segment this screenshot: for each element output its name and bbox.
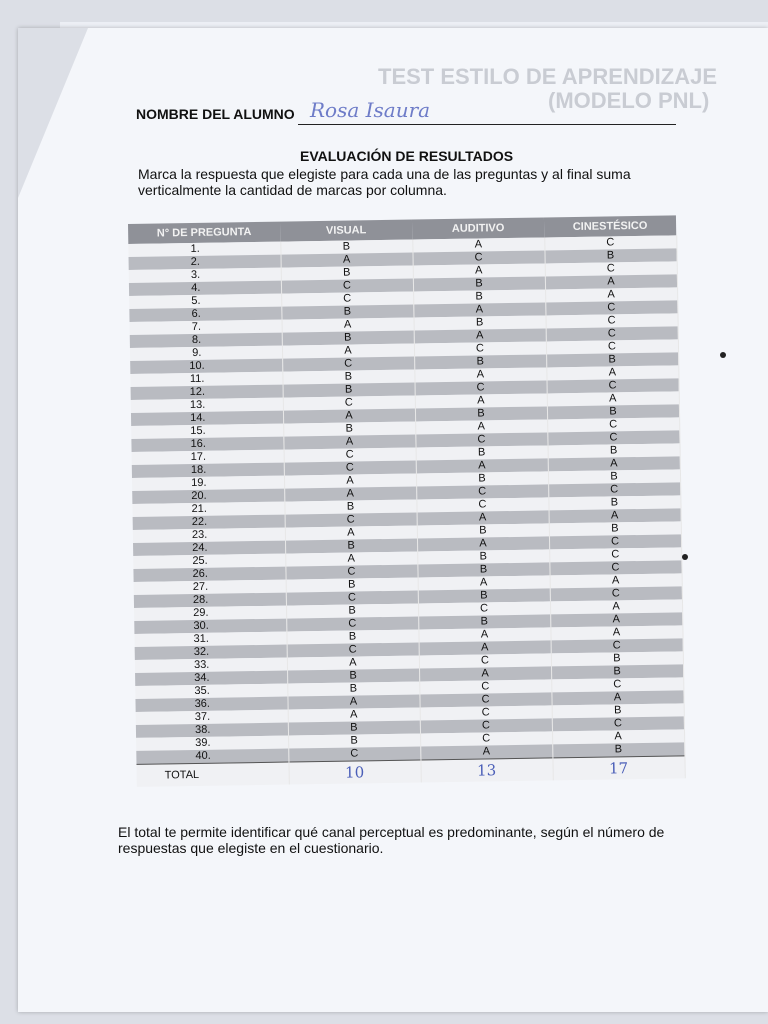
ghost-title-line-2: (MODELO PNL) xyxy=(548,88,710,113)
cinestesico-answer-cell: C xyxy=(549,534,681,549)
auditivo-answer-cell: C xyxy=(414,341,546,356)
footer-note: El total te permite identificar qué canal perceptual es predominante, según el número de respuestas que elegiste en el cuestionario. xyxy=(118,824,665,856)
cinestesico-answer-cell: A xyxy=(548,456,680,471)
auditivo-answer-cell: C xyxy=(419,692,551,707)
cinestesico-answer-cell: B xyxy=(552,742,684,758)
visual-answer-cell: B xyxy=(286,603,418,618)
auditivo-answer-cell: A xyxy=(420,744,552,760)
column-header-visual: VISUAL xyxy=(280,220,412,242)
cinestesico-answer-cell: C xyxy=(551,638,683,653)
visual-answer-cell: C xyxy=(285,513,417,528)
auditivo-answer-cell: C xyxy=(415,432,547,447)
cinestesico-answer-cell: A xyxy=(545,287,677,302)
auditivo-answer-cell: C xyxy=(416,497,548,512)
visual-answer-cell: B xyxy=(283,383,415,398)
question-number-cell: 37. xyxy=(136,710,288,725)
visual-answer-cell: B xyxy=(288,720,420,735)
cinestesico-answer-cell: B xyxy=(548,469,680,484)
cinestesico-answer-cell: B xyxy=(547,404,679,419)
question-number-cell: 31. xyxy=(134,632,286,647)
cinestesico-answer-cell: A xyxy=(545,274,677,289)
visual-answer-cell: B xyxy=(283,422,415,437)
cinestesico-answer-cell: B xyxy=(551,651,683,666)
student-name-label: NOMBRE DEL ALUMNO xyxy=(136,106,295,122)
visual-answer-cell: C xyxy=(286,590,418,605)
visual-answer-cell: C xyxy=(281,279,413,294)
cinestesico-answer-cell: C xyxy=(549,560,681,575)
cinestesico-answer-cell: B xyxy=(548,495,680,510)
auditivo-answer-cell: B xyxy=(418,588,550,603)
question-number-cell: 11. xyxy=(130,372,282,387)
visual-answer-cell: B xyxy=(280,240,412,255)
visual-answer-cell: A xyxy=(285,551,417,566)
visual-answer-cell: A xyxy=(282,344,414,359)
question-number-cell: 32. xyxy=(135,645,287,660)
visual-answer-cell: C xyxy=(284,448,416,463)
visual-answer-cell: C xyxy=(282,357,414,372)
visual-answer-cell: B xyxy=(284,500,416,515)
question-number-cell: 16. xyxy=(131,437,283,452)
auditivo-answer-cell: A xyxy=(415,419,547,434)
visual-answer-cell: A xyxy=(283,409,415,424)
question-number-cell: 39. xyxy=(136,736,288,751)
question-number-cell: 4. xyxy=(129,281,281,296)
auditivo-answer-cell: B xyxy=(417,523,549,538)
question-number-cell: 28. xyxy=(134,593,286,608)
column-header-auditivo: AUDITIVO xyxy=(412,217,544,239)
cinestesico-answer-cell: A xyxy=(546,365,678,380)
column-header-question-number: N° DE PREGUNTA xyxy=(128,222,280,244)
auditivo-answer-cell: A xyxy=(415,393,547,408)
cinestesico-answer-cell: C xyxy=(544,235,676,250)
visual-answer-cell: B xyxy=(282,370,414,385)
auditivo-answer-cell: C xyxy=(415,380,547,395)
auditivo-answer-cell: B xyxy=(417,562,549,577)
cinestesico-answer-cell: B xyxy=(551,664,683,679)
auditivo-answer-cell: A xyxy=(416,458,548,473)
question-number-cell: 1. xyxy=(128,242,280,257)
question-number-cell: 29. xyxy=(134,606,286,621)
cinestesico-answer-cell: A xyxy=(552,729,684,744)
cinestesico-answer-cell: A xyxy=(547,391,679,406)
cinestesico-answer-cell: A xyxy=(550,599,682,614)
visual-answer-cell: B xyxy=(281,305,413,320)
auditivo-answer-cell: C xyxy=(419,679,551,694)
cinestesico-answer-cell: C xyxy=(545,300,677,315)
auditivo-answer-cell: A xyxy=(419,640,551,655)
question-number-cell: 7. xyxy=(130,320,282,335)
visual-answer-cell: C xyxy=(283,396,415,411)
question-number-cell: 21. xyxy=(132,502,284,517)
question-number-cell: 20. xyxy=(132,489,284,504)
visual-answer-cell: A xyxy=(287,655,419,670)
visual-answer-cell: B xyxy=(286,577,418,592)
auditivo-answer-cell: A xyxy=(418,627,550,642)
total-auditivo: 13 xyxy=(420,758,552,783)
cinestesico-answer-cell: B xyxy=(549,521,681,536)
visual-answer-cell: C xyxy=(285,564,417,579)
question-number-cell: 15. xyxy=(131,424,283,439)
question-number-cell: 24. xyxy=(133,541,285,556)
question-number-cell: 14. xyxy=(131,411,283,426)
question-number-cell: 33. xyxy=(135,658,287,673)
cinestesico-answer-cell: A xyxy=(550,573,682,588)
cinestesico-answer-cell: C xyxy=(545,313,677,328)
cinestesico-answer-cell: B xyxy=(544,248,676,263)
question-number-cell: 5. xyxy=(129,294,281,309)
question-number-cell: 36. xyxy=(135,697,287,712)
cinestesico-answer-cell: A xyxy=(549,508,681,523)
total-label: TOTAL xyxy=(136,762,288,787)
cinestesico-answer-cell: B xyxy=(552,703,684,718)
auditivo-answer-cell: A xyxy=(419,666,551,681)
visual-answer-cell: B xyxy=(287,681,419,696)
cinestesico-answer-cell: C xyxy=(545,261,677,276)
column-header-cinestesico: CINESTÉSICO xyxy=(544,215,676,237)
question-number-cell: 40. xyxy=(136,749,288,765)
visual-answer-cell: C xyxy=(284,461,416,476)
auditivo-answer-cell: B xyxy=(418,614,550,629)
auditivo-answer-cell: C xyxy=(419,653,551,668)
results-table xyxy=(128,215,685,787)
question-number-cell: 3. xyxy=(129,268,281,283)
question-number-cell: 10. xyxy=(130,359,282,374)
paper-speck xyxy=(682,554,688,560)
cinestesico-answer-cell: C xyxy=(548,482,680,497)
auditivo-answer-cell: A xyxy=(413,263,545,278)
auditivo-answer-cell: A xyxy=(413,302,545,317)
student-name-row xyxy=(136,98,696,128)
question-number-cell: 17. xyxy=(132,450,284,465)
auditivo-answer-cell: C xyxy=(412,250,544,265)
cinestesico-answer-cell: C xyxy=(552,716,684,731)
question-number-cell: 6. xyxy=(129,307,281,322)
question-number-cell: 30. xyxy=(134,619,286,634)
auditivo-answer-cell: C xyxy=(420,718,552,733)
auditivo-answer-cell: B xyxy=(417,549,549,564)
question-number-cell: 34. xyxy=(135,671,287,686)
cinestesico-answer-cell: B xyxy=(546,352,678,367)
cinestesico-answer-cell: C xyxy=(546,339,678,354)
visual-answer-cell: A xyxy=(288,707,420,722)
auditivo-answer-cell: A xyxy=(414,367,546,382)
question-number-cell: 25. xyxy=(133,554,285,569)
visual-answer-cell: B xyxy=(285,538,417,553)
cinestesico-answer-cell: B xyxy=(548,443,680,458)
auditivo-answer-cell: A xyxy=(417,536,549,551)
auditivo-answer-cell: B xyxy=(416,471,548,486)
question-number-cell: 26. xyxy=(133,567,285,582)
visual-answer-cell: B xyxy=(281,266,413,281)
visual-answer-cell: C xyxy=(287,642,419,657)
auditivo-answer-cell: B xyxy=(414,315,546,330)
student-name-handwritten: Rosa Isaura xyxy=(310,98,431,122)
ghost-title-line-1: TEST ESTILO DE APRENDIZAJE xyxy=(378,64,718,89)
auditivo-answer-cell: C xyxy=(418,601,550,616)
visual-answer-cell: B xyxy=(288,733,420,748)
auditivo-answer-cell: B xyxy=(413,276,545,291)
total-cinestesico: 17 xyxy=(552,756,684,781)
question-number-cell: 23. xyxy=(133,528,285,543)
cinestesico-answer-cell: A xyxy=(550,612,682,627)
auditivo-answer-cell: B xyxy=(413,289,545,304)
visual-answer-cell: A xyxy=(284,474,416,489)
visual-answer-cell: A xyxy=(280,253,412,268)
visual-answer-cell: B xyxy=(286,629,418,644)
auditivo-answer-cell: A xyxy=(417,510,549,525)
cinestesico-answer-cell: C xyxy=(546,326,678,341)
auditivo-answer-cell: B xyxy=(415,406,547,421)
question-number-cell: 38. xyxy=(136,723,288,738)
document-sheet xyxy=(18,28,768,1012)
auditivo-answer-cell: A xyxy=(412,237,544,252)
question-number-cell: 35. xyxy=(135,684,287,699)
question-number-cell: 27. xyxy=(134,580,286,595)
visual-answer-cell: A xyxy=(282,318,414,333)
cinestesico-answer-cell: C xyxy=(547,430,679,445)
visual-answer-cell: B xyxy=(287,668,419,683)
total-visual: 10 xyxy=(288,760,420,785)
question-number-cell: 19. xyxy=(132,476,284,491)
auditivo-answer-cell: B xyxy=(416,445,548,460)
folded-corner xyxy=(18,28,88,198)
visual-answer-cell: A xyxy=(285,526,417,541)
student-name-underline xyxy=(298,124,676,125)
paper-speck xyxy=(720,352,726,358)
visual-answer-cell: A xyxy=(283,435,415,450)
auditivo-answer-cell: C xyxy=(416,484,548,499)
cinestesico-answer-cell: A xyxy=(550,625,682,640)
auditivo-answer-cell: A xyxy=(414,328,546,343)
visual-answer-cell: C xyxy=(288,746,420,762)
question-number-cell: 9. xyxy=(130,346,282,361)
cinestesico-answer-cell: C xyxy=(551,677,683,692)
auditivo-answer-cell: C xyxy=(420,705,552,720)
question-number-cell: 12. xyxy=(131,385,283,400)
visual-answer-cell: A xyxy=(287,694,419,709)
results-body xyxy=(128,235,684,764)
cinestesico-answer-cell: A xyxy=(551,690,683,705)
evaluation-instructions: Marca la respuesta que elegiste para cada una de las preguntas y al final suma verticalmente la cantidad de marcas por columna. xyxy=(138,166,631,198)
visual-answer-cell: C xyxy=(286,616,418,631)
question-number-cell: 18. xyxy=(132,463,284,478)
question-number-cell: 8. xyxy=(130,333,282,348)
question-number-cell: 2. xyxy=(129,255,281,270)
evaluation-title: EVALUACIÓN DE RESULTADOS xyxy=(300,148,514,164)
visual-answer-cell: C xyxy=(281,292,413,307)
auditivo-answer-cell: B xyxy=(414,354,546,369)
question-number-cell: 22. xyxy=(133,515,285,530)
visual-answer-cell: B xyxy=(282,331,414,346)
cinestesico-answer-cell: C xyxy=(549,547,681,562)
cinestesico-answer-cell: C xyxy=(547,417,679,432)
auditivo-answer-cell: A xyxy=(418,575,550,590)
question-number-cell: 13. xyxy=(131,398,283,413)
auditivo-answer-cell: C xyxy=(420,731,552,746)
visual-answer-cell: A xyxy=(284,487,416,502)
cinestesico-answer-cell: C xyxy=(547,378,679,393)
cinestesico-answer-cell: C xyxy=(550,586,682,601)
